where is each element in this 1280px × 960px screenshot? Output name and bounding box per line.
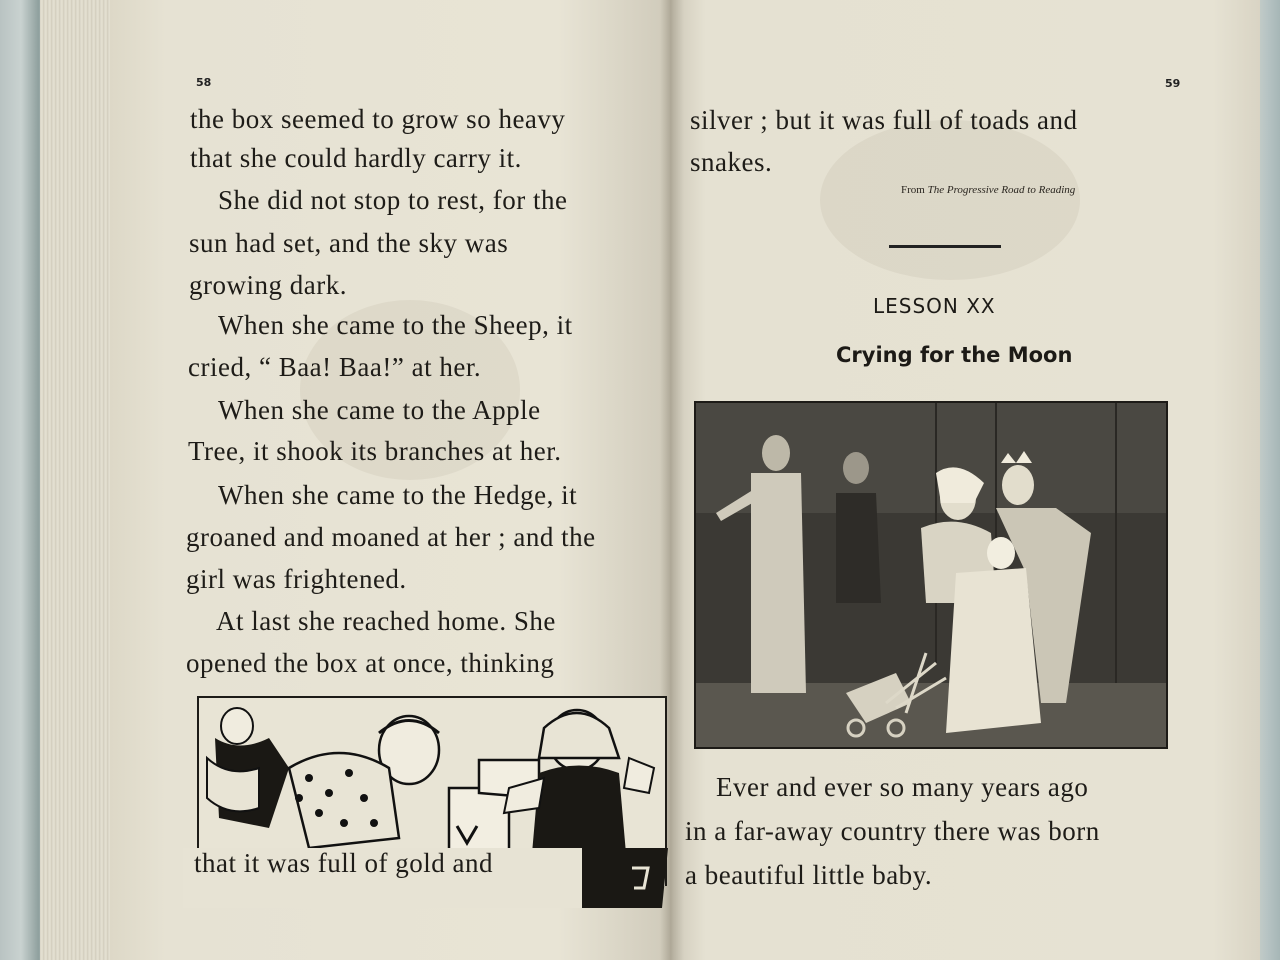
left-text-line: When she came to the Apple (218, 395, 541, 425)
girl-skirt-drawing (582, 848, 668, 908)
right-text-line: silver ; but it was full of toads and (690, 105, 1078, 135)
left-text-line: sun had set, and the sky was (189, 228, 509, 258)
left-text-line: that it was full of gold and (194, 848, 493, 878)
left-text-line: cried, “ Baa! Baa!” at her. (188, 352, 482, 382)
attribution-title: The Progressive Road to Reading (927, 184, 1076, 196)
left-text-line: When she came to the Hedge, it (218, 480, 578, 510)
section-divider (889, 245, 1001, 248)
left-text-line: opened the box at once, thinking (186, 648, 555, 678)
right-text-line: a beautiful little baby. (685, 860, 933, 890)
paper-stain (820, 120, 1080, 280)
page-number-right: 59 (1165, 77, 1181, 90)
right-text-line: snakes. (690, 147, 773, 177)
page-number-left: 58 (196, 76, 212, 89)
left-text-line: growing dark. (189, 270, 347, 300)
right-text-line: Ever and ever so many years ago (716, 772, 1089, 802)
left-text-line: that she could hardly carry it. (190, 143, 522, 173)
lesson-heading: LESSON XX (873, 294, 996, 318)
source-attribution (901, 184, 1075, 196)
left-text-line: When she came to the Sheep, it (218, 310, 573, 340)
left-text-line: groaned and moaned at her ; and the (186, 522, 596, 552)
left-text-line: At last she reached home. She (216, 606, 556, 636)
left-text-line: She did not stop to rest, for the (218, 185, 568, 215)
attribution-prefix: From (901, 184, 928, 196)
right-text-line: in a far-away country there was born (685, 816, 1100, 846)
royal-nursery-drawing (696, 403, 1166, 747)
illustration-royal-nursery (694, 401, 1168, 749)
lesson-title: Crying for the Moon (836, 343, 1073, 367)
page-stack-edge (40, 0, 120, 960)
left-text-line: Tree, it shook its branches at her. (188, 436, 562, 466)
left-text-line: girl was frightened. (186, 564, 407, 594)
left-text-line: the box seemed to grow so heavy (190, 104, 566, 134)
